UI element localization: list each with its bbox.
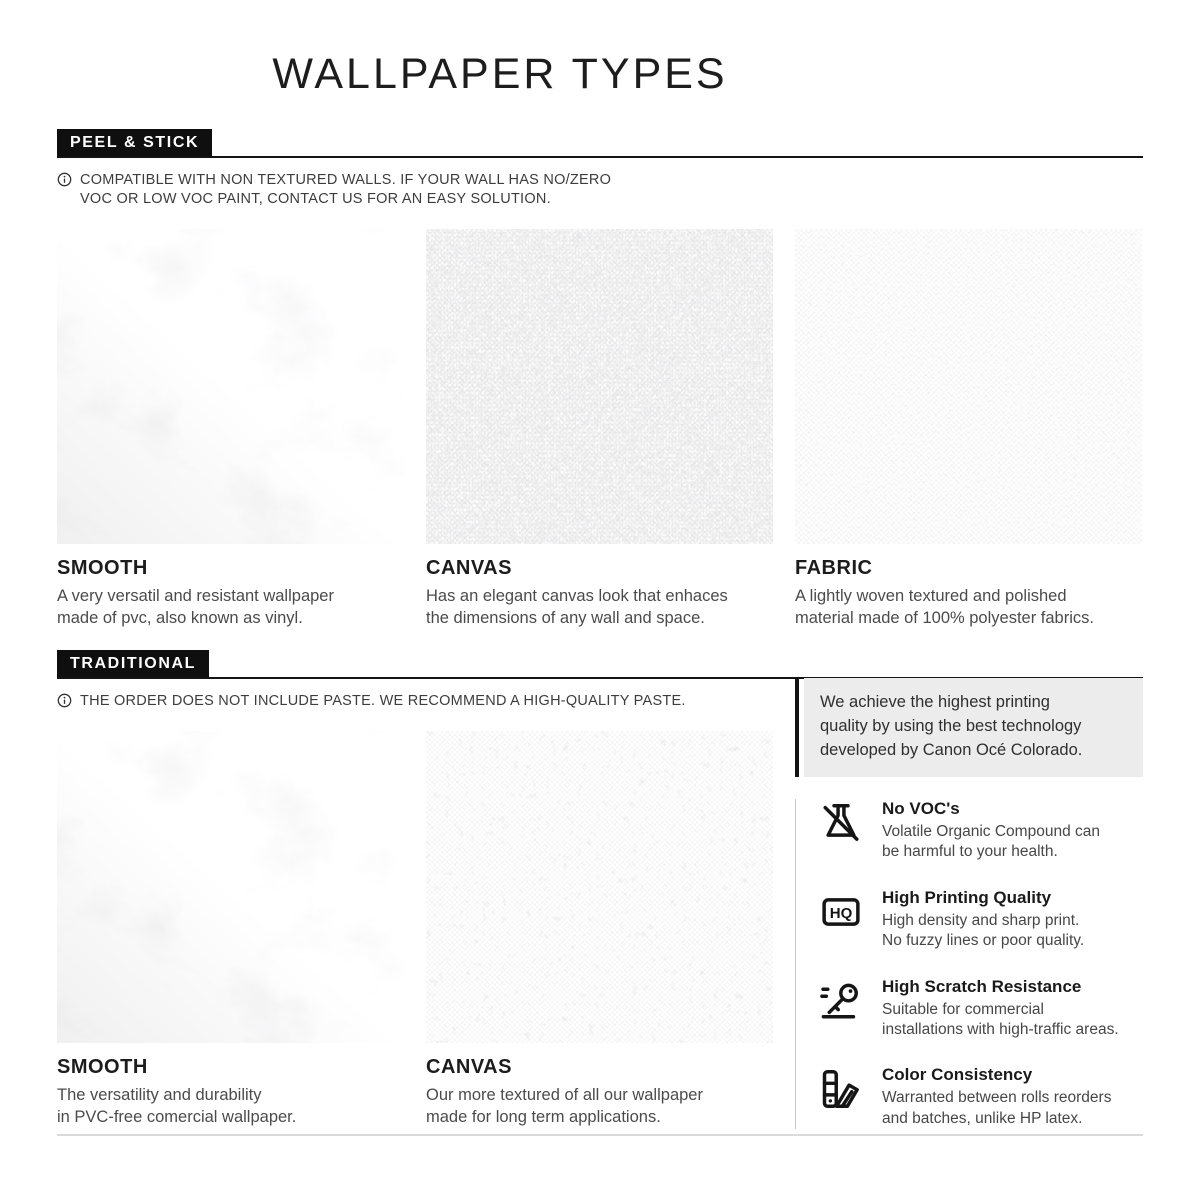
feature-title: Color Consistency — [882, 1065, 1033, 1085]
callout-line: We achieve the highest printing — [820, 693, 1050, 711]
swatch-card-smooth — [57, 229, 404, 630]
hq-badge-icon — [818, 888, 864, 934]
swatch-description — [57, 586, 404, 630]
desc-line: installations with high-traffic areas. — [882, 1021, 1119, 1039]
traditional-note-text — [80, 692, 686, 711]
desc-line: No fuzzy lines or poor quality. — [882, 932, 1085, 950]
feature-high-printing-quality — [818, 888, 1143, 952]
peel-stick-note — [57, 171, 1143, 210]
peel-stick-swatch-grid — [57, 229, 1143, 630]
swatch-title: CANVAS — [426, 557, 512, 580]
peel-stick-header-rule — [57, 129, 1143, 158]
swatch-description — [426, 586, 773, 630]
note-line: THE ORDER DOES NOT INCLUDE PASTE. WE RECOMMEND A HIGH-QUALITY PASTE. — [80, 692, 686, 709]
desc-line: material made of 100% polyester fabrics. — [795, 609, 1094, 628]
smooth-vinyl-texture — [57, 229, 404, 544]
feature-list — [795, 799, 1143, 1130]
feature-text — [882, 799, 1143, 863]
swatch-title: SMOOTH — [57, 557, 148, 580]
page-title: WALLPAPER TYPES — [272, 50, 728, 98]
desc-line: the dimensions of any wall and space. — [426, 609, 705, 628]
swatch-card-canvas — [426, 229, 773, 630]
rough-canvas-texture — [426, 731, 773, 1043]
callout-line: quality by using the best technology — [820, 716, 1082, 735]
section-peel-and-stick — [57, 129, 1143, 630]
swatch-description — [57, 1085, 404, 1129]
desc-line: made for long term applications. — [426, 1107, 661, 1126]
peel-stick-label: PEEL & STICK — [57, 129, 212, 156]
feature-text — [882, 1065, 1143, 1129]
feature-title: High Scratch Resistance — [882, 976, 1082, 996]
color-swatches-icon — [818, 1065, 864, 1111]
feature-text — [882, 888, 1143, 952]
desc-line: in PVC-free comercial wallpaper. — [57, 1107, 297, 1126]
note-line: VOC OR LOW VOC PAINT, CONTACT US FOR AN EASY SOLUTION. — [80, 191, 551, 208]
smooth-vinyl-texture — [57, 731, 404, 1043]
swatch-card-smooth — [57, 731, 404, 1129]
feature-title: No VOC's — [882, 798, 960, 818]
swatch-title: FABRIC — [795, 557, 873, 580]
feature-description — [882, 1000, 1143, 1041]
feature-title: High Printing Quality — [882, 887, 1052, 907]
desc-line: A very versatil and resistant wallpaper — [57, 587, 334, 606]
info-icon — [57, 693, 72, 708]
feature-text — [882, 977, 1143, 1041]
desc-line: Suitable for commercial — [882, 1000, 1044, 1018]
printing-quality-callout — [795, 678, 1143, 777]
desc-line: The versatility and durability — [57, 1086, 262, 1105]
hq-icon-text: HQ — [829, 904, 853, 922]
traditional-label: TRADITIONAL — [57, 650, 209, 677]
callout-text — [804, 678, 1143, 777]
feature-description — [882, 1088, 1143, 1129]
callout-accent-bar — [795, 678, 799, 777]
desc-line: A lightly woven textured and polished — [795, 587, 1067, 606]
swatch-card-canvas — [426, 731, 773, 1129]
feature-color-consistency — [818, 1065, 1143, 1129]
swatch-description — [795, 586, 1142, 630]
feature-description — [882, 822, 1143, 863]
quality-sidebar — [795, 678, 1143, 1154]
feature-description — [882, 911, 1143, 952]
swatch-title: CANVAS — [426, 1056, 512, 1079]
fine-canvas-weave-texture — [426, 229, 773, 544]
desc-line: Volatile Organic Compound can — [882, 822, 1100, 840]
desc-line: and batches, unlike HP latex. — [882, 1109, 1083, 1127]
swatch-title: SMOOTH — [57, 1056, 148, 1079]
key-scratch-icon — [818, 977, 864, 1023]
desc-line: High density and sharp print. — [882, 911, 1080, 929]
feature-no-voc — [818, 799, 1143, 863]
callout-line: developed by Canon Océ Colorado. — [820, 740, 1083, 759]
swatch-card-fabric — [795, 229, 1142, 630]
desc-line: made of pvc, also known as vinyl. — [57, 609, 303, 628]
woven-fabric-texture — [795, 229, 1142, 544]
swatch-description — [426, 1085, 773, 1129]
desc-line: Warranted between rolls reorders — [882, 1089, 1112, 1107]
bottom-divider — [57, 1134, 1143, 1136]
traditional-header-rule — [57, 650, 1143, 679]
desc-line: Has an elegant canvas look that enhaces — [426, 587, 728, 606]
desc-line: Our more textured of all our wallpaper — [426, 1086, 703, 1105]
note-line: COMPATIBLE WITH NON TEXTURED WALLS. IF YOUR WALL HAS NO/ZERO — [80, 171, 612, 188]
info-icon — [57, 172, 72, 187]
peel-stick-note-text — [80, 171, 611, 210]
desc-line: be harmful to your health. — [882, 843, 1058, 861]
no-voc-flask-icon — [818, 799, 864, 845]
feature-high-scratch-resistance — [818, 977, 1143, 1041]
